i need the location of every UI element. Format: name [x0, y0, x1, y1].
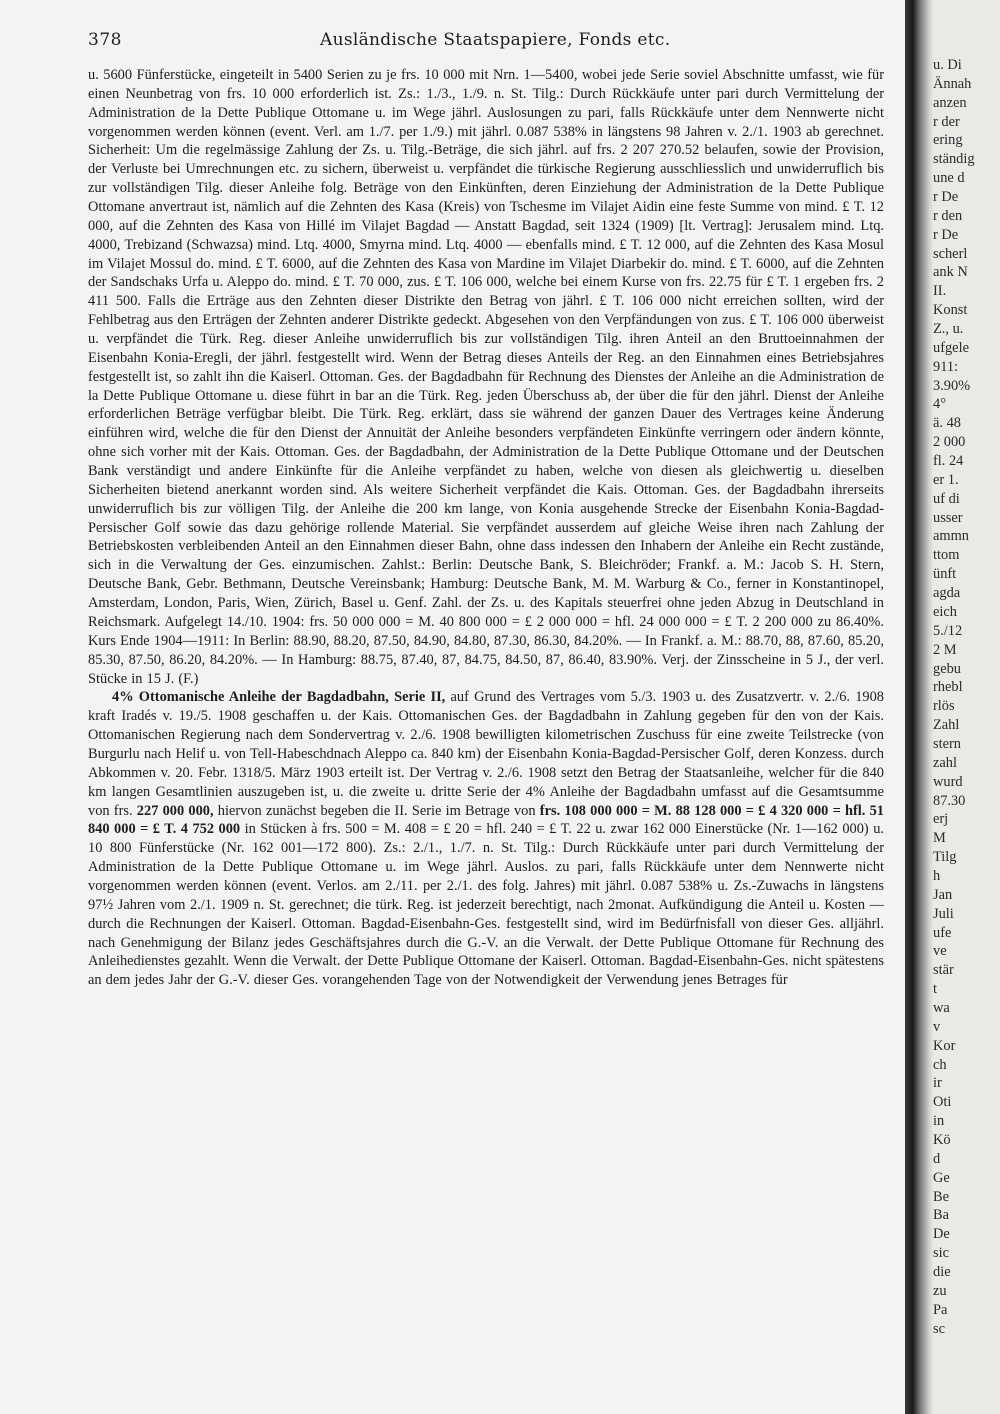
adjacent-page-fragment: 4°: [933, 396, 946, 413]
adjacent-page-fragment: in: [933, 1113, 945, 1130]
adjacent-page-fragment: II.: [933, 283, 947, 300]
adjacent-page-fragment: M: [933, 830, 946, 847]
adjacent-page-fragment: 2 000: [933, 434, 966, 451]
adjacent-page-fragment: ä. 48: [933, 415, 961, 432]
adjacent-page-fragment: Konst: [933, 302, 968, 319]
entry-text-b: hiervon zunächst begeben die II. Serie im Betrage von: [213, 802, 540, 819]
adjacent-page-fragment: ank N: [933, 264, 968, 281]
adjacent-page-fragment: rhebl: [933, 679, 963, 696]
adjacent-page-fragment: r De: [933, 189, 959, 206]
adjacent-page-fragment: 3.90%: [933, 377, 971, 394]
adjacent-page-fragment: Oti: [933, 1094, 952, 1111]
adjacent-page-fragment: wurd: [933, 773, 963, 790]
adjacent-page-fragment: v: [933, 1018, 941, 1035]
adjacent-page-fragment: stär: [933, 962, 954, 979]
adjacent-page-fragment: sic: [933, 1245, 949, 1262]
adjacent-page-fragment: Zahl: [933, 717, 960, 734]
adjacent-page-fragment: t: [933, 981, 937, 998]
adjacent-page-fragment: ve: [933, 943, 947, 960]
page-number: 378: [88, 30, 122, 50]
adjacent-page-fragment: eich: [933, 603, 957, 620]
adjacent-page-fragment: sc: [933, 1320, 945, 1337]
adjacent-page-fragment: Be: [933, 1188, 949, 1205]
adjacent-page-fragment: anzen: [933, 94, 967, 111]
adjacent-page-fragment: zahl: [933, 754, 957, 771]
adjacent-page-fragment: er 1.: [933, 471, 959, 488]
adjacent-page-fragment: ünft: [933, 566, 957, 583]
adjacent-page-fragment: 2 M: [933, 641, 957, 658]
entry-title: 4% Ottomanische Anleihe der Bagdadbahn, Serie II,: [112, 689, 446, 706]
paragraph-bond-series-1: u. 5600 Fünferstücke, eingeteilt in 5400 Serien zu je frs. 10 000 mit Nrn. 1—5400, wobei jede Serie soviel Abschnitte umfasst, wie für einen Neunbetrag von frs. 10 000 erforderlich ist. Zs.: 1./3., 1./9. n. St. Tilg.: Durch Rückkäufe unter pari durch Vermittelung der Administration de la Dette Publique Ottomane u. im Wege jährl. Auslosungen zu pari, falls Rückkäufe unter dem Nennwerte nicht vorgenommen werden können (event. Verl. am 1./7. per 1./9.) mit jährl. 0.087 538% in längstens 98 Jahren v. 2./1. 1903 ab gerechnet. Sicherheit: Um die regelmässige Zahlung der Zs. u. Tilg.-Beträge, die sich jährl. auf frs. 2 207 270.52 belaufen, sowie der Provision, der Verluste bei Umrechnungen etc. zu sichern, überweist u. verpfändet die türkische Regierung ausschliesslich und unwiderruflich bis zur vollständigen Tilg. dieser Anleihe folg. Beträge von den Einkünften, deren Einziehung der Administration de la Dette Publique Ottomane anvertraut ist, nämlich auf die Zehnten des Kasa (Kreis) von Tschesme im Vilajet Aidin eine feste Summe von mind. £ T. 12 000, auf die Zehnten des Kasa von Hillé im Vilajet Bagdad — Anstatt Bagdad, seit 1324 (1909) [lt. Vertrag]: Jerusalem mind. Ltq. 4000, Trebizand (Schwazsa) mind. Ltq. 4000, Smyrna mind. Ltq. 4000 — ebenfalls mind. £ T. 12 000, auf die Zehnten des Kasa Mosul im Vilajet Mossul do. mind. £ T. 6000, auf die Zehnten des Kasa von Mardine im Vilajet Diarbekir do. mind. £ T. 6000, auf die Zehnten der Sandschaks Urfa u. Aleppo do. mind. £ T. 70 000, zus. £ T. 106 000, welche bei einem Kurse von frs. 22.75 für £ T. 1 ergeben frs. 2 411 500. Falls die Erträge aus den Zehnten dieser Distrikte den Betrag von jährl. £ T. 106 000 nicht erreichen sollten, wird der Fehlbetrag aus den Erträgen der Zehnten anderer Distrikte gedeckt. Abgesehen von den Verpfändungen von zus. £ T. 106 000 überweist u. verpfändet die Türk. Reg. dieser Anleihe unwiderruflich bis zur vollständigen Tilg. ihren Anteil an den Bruttoeinnahmen der Eisenbahn Konia-Eregli, der jährl. festgestellt wird. Wenn der Betrag dieses Anteils der Reg. an den Einnahmen eines Betriebsjahres festgestellt ist, so zahlt ihn die Kaiserl. Ottoman. Ges. der Bagdadbahn für Rechnung des Dienstes der Anleihe an die Administration de la Dette Publique Ottomane u. diese führt in bar an die Türk. Reg. jeden Überschuss ab, der über die für den jährl. Dienst der Anleihe erforderlichen Beträge verfügbar bleibt. Die Türk. Reg. erklärt, dass sie während der ganzen Dauer des Vertrages keine Änderung einführen wird, welche die für den Dienst der Annuität der Anleihe besonders verpfändeten Einkünfte verringern oder ändern könnte, ohne sich vorher mit der Kais. Ottoman. Ges. der Bagdadbahn, der Administration de la Dette Publique Ottomane und der Deutschen Bank verständigt und andere Einkünfte für die Anleihe verpfändet zu haben, welche von diesen als gleichwertig u. dieselben Sicherheiten bietend anerkannt worden sind. Als weitere Sicherheit verpfändet die Kais. Ottoman. Ges. der Bagdadbahn ihrerseits unwiderruflich bis zur völligen Tilg. der Anleihe die 200 km lange, von Konia ausgehende Strecke der Eisenbahn Konia-Bagdad-Persischer Golf sowie das dazu gehörige rollende Material. Sie verpfändet ausserdem auf gleiche Weise ihren nach Zahlung der Betriebskosten verbleibenden Anteil an den Einnahmen dieser Bahn, ohne dass indessen den Inhabern der Anleihe ein Recht zustände, sich in die Verwaltung der Ges. einzumischen. Zahlst.: Berlin: Deutsche Bank, S. Bleichröder; Frankf. a. M.: Jacob S. H. Stern, Deutsche Bank, Gebr. Bethmann, Deutsche Vereinsbank; Hamburg: Deutsche Bank, M. M. Warburg & Co., ferner in Konstantinopel, Amsterdam, London, Paris, Wien, Zürich, Basel u. Genf. Zahl. der Zs. u. des Kapitals steuerfrei ohne jeden Abzug in Deutschland in Reichsmark. Aufgelegt 14./10. 1904: frs. 50 000 000 = M. 40 800 000 = £ 2 000 000 = hfl. 24 000 000 = £ T. 2 200 000 zu 86.40%. Kurs Ende 1904—1911: In Berlin: 88.90, 88.20, 87.50, 84.90, 84.80, 87.30, 86.30, 84.20%. — In Frankf. a. M.: 88.70, 88, 87.60, 85.20, 85.30, 87.50, 86.20, 84.20%. — In Hamburg: 88.75, 87.40, 87, 84.75, 84.50, 87, 86.40, 83.90%. Verj. der Zinsscheine in 5 J., der verl. Stücke in 15 J. (F.): [88, 67, 884, 687]
adjacent-page-fragment: ständig: [933, 151, 975, 168]
adjacent-page-fragment: die: [933, 1264, 951, 1280]
adjacent-page-fragment: ering: [933, 132, 963, 149]
adjacent-page-fragment: zu: [933, 1282, 947, 1299]
adjacent-page-column: [933, 56, 1000, 1414]
adjacent-page-fragment: usser: [933, 509, 963, 526]
book-gutter: [905, 0, 933, 1414]
adjacent-page-fragment: ufe: [933, 924, 952, 941]
adjacent-page-fragment: ir: [933, 1075, 942, 1092]
adjacent-page-fragment: ch: [933, 1056, 947, 1073]
adjacent-page-fragment: De: [933, 1226, 950, 1243]
adjacent-page-fragment: Z., u.: [933, 321, 964, 338]
adjacent-page-fragment: scherl: [933, 245, 968, 262]
adjacent-page-fragment: 5./12: [933, 622, 963, 639]
adjacent-page-fragment: r der: [933, 113, 960, 130]
adjacent-page-fragment: 911:: [933, 358, 959, 375]
adjacent-page-fragment: r De: [933, 226, 959, 243]
adjacent-page-fragment: une d: [933, 170, 965, 187]
adjacent-page-fragment: uf di: [933, 490, 960, 507]
adjacent-page-fragment: ttom: [933, 547, 960, 564]
adjacent-page-fragment: Ba: [933, 1207, 949, 1224]
body-text: [88, 66, 884, 1411]
adjacent-page-fragment: Ge: [933, 1169, 950, 1186]
adjacent-page-fragment: wa: [933, 999, 950, 1016]
adjacent-page-fragment: agda: [933, 585, 961, 602]
adjacent-page-fragment: r den: [933, 207, 963, 224]
adjacent-page-fragment: erj: [933, 811, 949, 828]
adjacent-page-fragment: stern: [933, 735, 961, 752]
adjacent-page-fragment: h: [933, 867, 941, 884]
entry-total-amount: 227 000 000,: [136, 802, 214, 819]
page-header: [88, 26, 883, 54]
running-title: Ausländische Staatspapiere, Fonds etc.: [320, 30, 671, 50]
paragraph-bond-series-2: [88, 688, 884, 990]
adjacent-page-fragment: Kö: [933, 1131, 951, 1148]
adjacent-page-fragment: Kor: [933, 1037, 956, 1054]
adjacent-page-fragment: ufgele: [933, 339, 969, 356]
adjacent-page-fragment: Pa: [933, 1301, 948, 1318]
adjacent-page-fragment: Ännah: [933, 75, 972, 92]
adjacent-page-fragment: Jan: [933, 886, 953, 903]
adjacent-page-fragment: Tilg: [933, 849, 957, 866]
adjacent-page-fragment: rlös: [933, 698, 955, 715]
adjacent-page-fragment: gebu: [933, 660, 961, 677]
entry-text-c: in Stücken à frs. 500 = M. 408 = £ 20 = hfl. 240 = £ T. 22 u. zwar 162 000 Einerstücke (Nr. 1—162 000) u. 10 800 Fünferstücke (Nr. 162 001—172 800). Zs.: 2./1., 1./7. n. St. Tilg.: Durch Rückkäufe unter pari durch Vermittelung der Administration de la Dette Publique Ottomane u. im Wege jährl. Auslos. zu pari, falls Rückkäufe unter dem Nennwerte nicht vorgenommen werden können (event. Verlos. am 2./11. per 2./1. des folg. Jahres) mit jährl. 0.087 538% u. Zs.-Zuwachs in längstens 97½ Jahren vom 2./1. 1909 n. St. gerechnet; die türk. Reg. ist jederzeit berechtigt, nach 2monat. Aufkündigung die Anteil u. Kosten — durch die Rechnungen der Kaiserl. Ottoman. Bagdad-Eisenbahn-Ges. festgestellt sind, wird im Bedürfnisfall von dieser Ges. alljährl. nach Genehmigung der Bilanz jedes Geschäftsjahres durch die G.-V. an die Verwalt. der Dette Publique Ottomane für Rechnung des Anleihedienstes gezahlt. Wenn die Verwalt. der Dette Publique Ottomane der Kaiserl. Ottoman. Bagdad-Eisenbahn-Ges. nicht spätestens an dem jedes Jahr der G.-V. dieser Ges. vorangehenden Tage von der Notwendigkeit der Verwendung jenes Betrages für: [88, 821, 884, 989]
adjacent-page-fragment: u. Di: [933, 57, 962, 73]
adjacent-page-fragment: ammn: [933, 528, 969, 545]
entry-text-a: auf Grund des Vertrages vom 5./3. 1903 u. des Zusatzvertr. v. 2./6. 1908 kraft Iradés v. 19./5. 1908 geschaffen u. der Kais. Ottomanischen Ges. der Bagdadbahn in Zahlung gegeben für den von der Kais. Ottomanischen Regierung nach dem Sondervertrag v. 2./6. 1908 bewilligten kilometrischen Zuschuss für eine zweite Teilstrecke (von Burgurlu nach Helif u. von Tell-Habeschdnach Aleppo ca. 840 km) der Eisenbahn Konia-Bagdad-Persischer Golf, deren Konzess. durch Abkommen v. 20. Febr. 1318/5. März 1903 erteilt ist. Der Vertrag v. 2./6. 1908 setzt den Betrag der Staatsanleihe, welcher für die 840 km langen Gesamtlinien auszugeben ist, u. die zweite u. dritte Serie der 4% Anleihe der Bagdadbahn umfasst auf die Gesamtsumme von frs.: [88, 689, 884, 819]
adjacent-page-fragment: 87.30: [933, 792, 966, 809]
adjacent-page-fragment: d: [933, 1150, 941, 1167]
adjacent-page-fragment: fl. 24: [933, 453, 964, 470]
entry-series-amount: frs. 108 000 000 = M. 88 128 000 = £ 4 320 000 = hfl. 51 840 000 = £ T. 4 752 000: [88, 802, 884, 838]
adjacent-page-fragment: Juli: [933, 905, 954, 922]
